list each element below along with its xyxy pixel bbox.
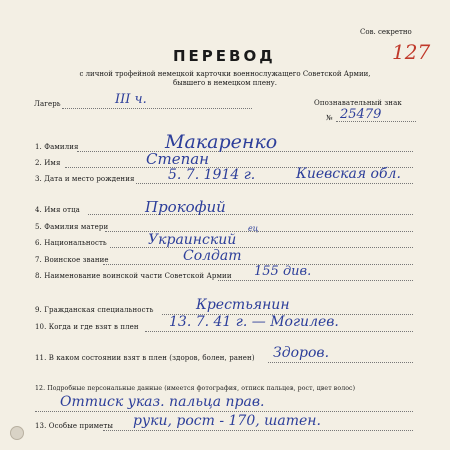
field-5-label: 5. Фамилия матери xyxy=(35,223,109,231)
field-9-label: 9. Гражданская специальность xyxy=(35,306,154,314)
field-10-label: 10. Когда и где взят в плен xyxy=(35,323,139,331)
camp-label: Лагерь xyxy=(34,100,61,108)
field-2-value: Степан xyxy=(146,150,210,168)
field-11-value: Здоров. xyxy=(273,345,330,361)
field-8-value: 155 див. xyxy=(254,264,312,279)
field-3-label: 3. Дата и место рождения xyxy=(35,175,135,183)
subtitle-line-2: бывшего в немецком плену. xyxy=(172,79,278,87)
field-7-label: 7. Воинское звание xyxy=(35,256,109,264)
field-3-place: Киевская обл. xyxy=(296,166,401,182)
field-7-value: Солдат xyxy=(183,248,242,264)
subtitle-line-1: с личной трофейной немецкой карточки военнослужащего Советской Армии, xyxy=(79,70,371,78)
field-12-label: 12. Подробные персональные данные (имеется фотография, отпиcк пальцев, рост, цвет волос) xyxy=(35,385,356,392)
field-10-value: 13. 7. 41 г. — Могилев. xyxy=(169,314,339,330)
field-9-value: Крестьянин xyxy=(196,297,290,313)
red-handwritten-number: 127 xyxy=(392,40,431,64)
field-13-label: 13. Особые приметы xyxy=(35,422,114,430)
field-8-label: 8. Наименование воинской части Советской Армии xyxy=(35,272,232,280)
field-12-value: Оттиск указ. пальца прав. xyxy=(60,394,265,410)
field-2-label: 2. Имя xyxy=(35,159,61,167)
camp-value: III ч. xyxy=(115,92,147,107)
field-1-value: Макаренко xyxy=(165,131,278,153)
field-6-value: Украинский xyxy=(148,232,237,248)
field-11-label: 11. В каком состоянии взят в плен (здоров, болен, ранен) xyxy=(35,354,255,362)
secret-stamp: Сов. секретно xyxy=(360,28,412,36)
badge-label: Опознавательный знак xyxy=(314,99,402,107)
field-13-value: руки, рост - 170, шатен. xyxy=(133,413,321,429)
field-6-correction: ец xyxy=(248,224,259,233)
field-6-label: 6. Национальность xyxy=(35,239,107,247)
punch-hole xyxy=(10,426,24,440)
page-title: ПЕРЕВОД xyxy=(173,47,276,65)
badge-no-value: 25479 xyxy=(340,107,382,122)
field-4-label: 4. Имя отца xyxy=(35,206,80,214)
field-4-value: Прокофий xyxy=(145,198,226,216)
field-3-date: 5. 7. 1914 г. xyxy=(168,167,256,183)
badge-no-label: № xyxy=(326,114,333,122)
field-1-label: 1. Фамилия xyxy=(35,143,79,151)
